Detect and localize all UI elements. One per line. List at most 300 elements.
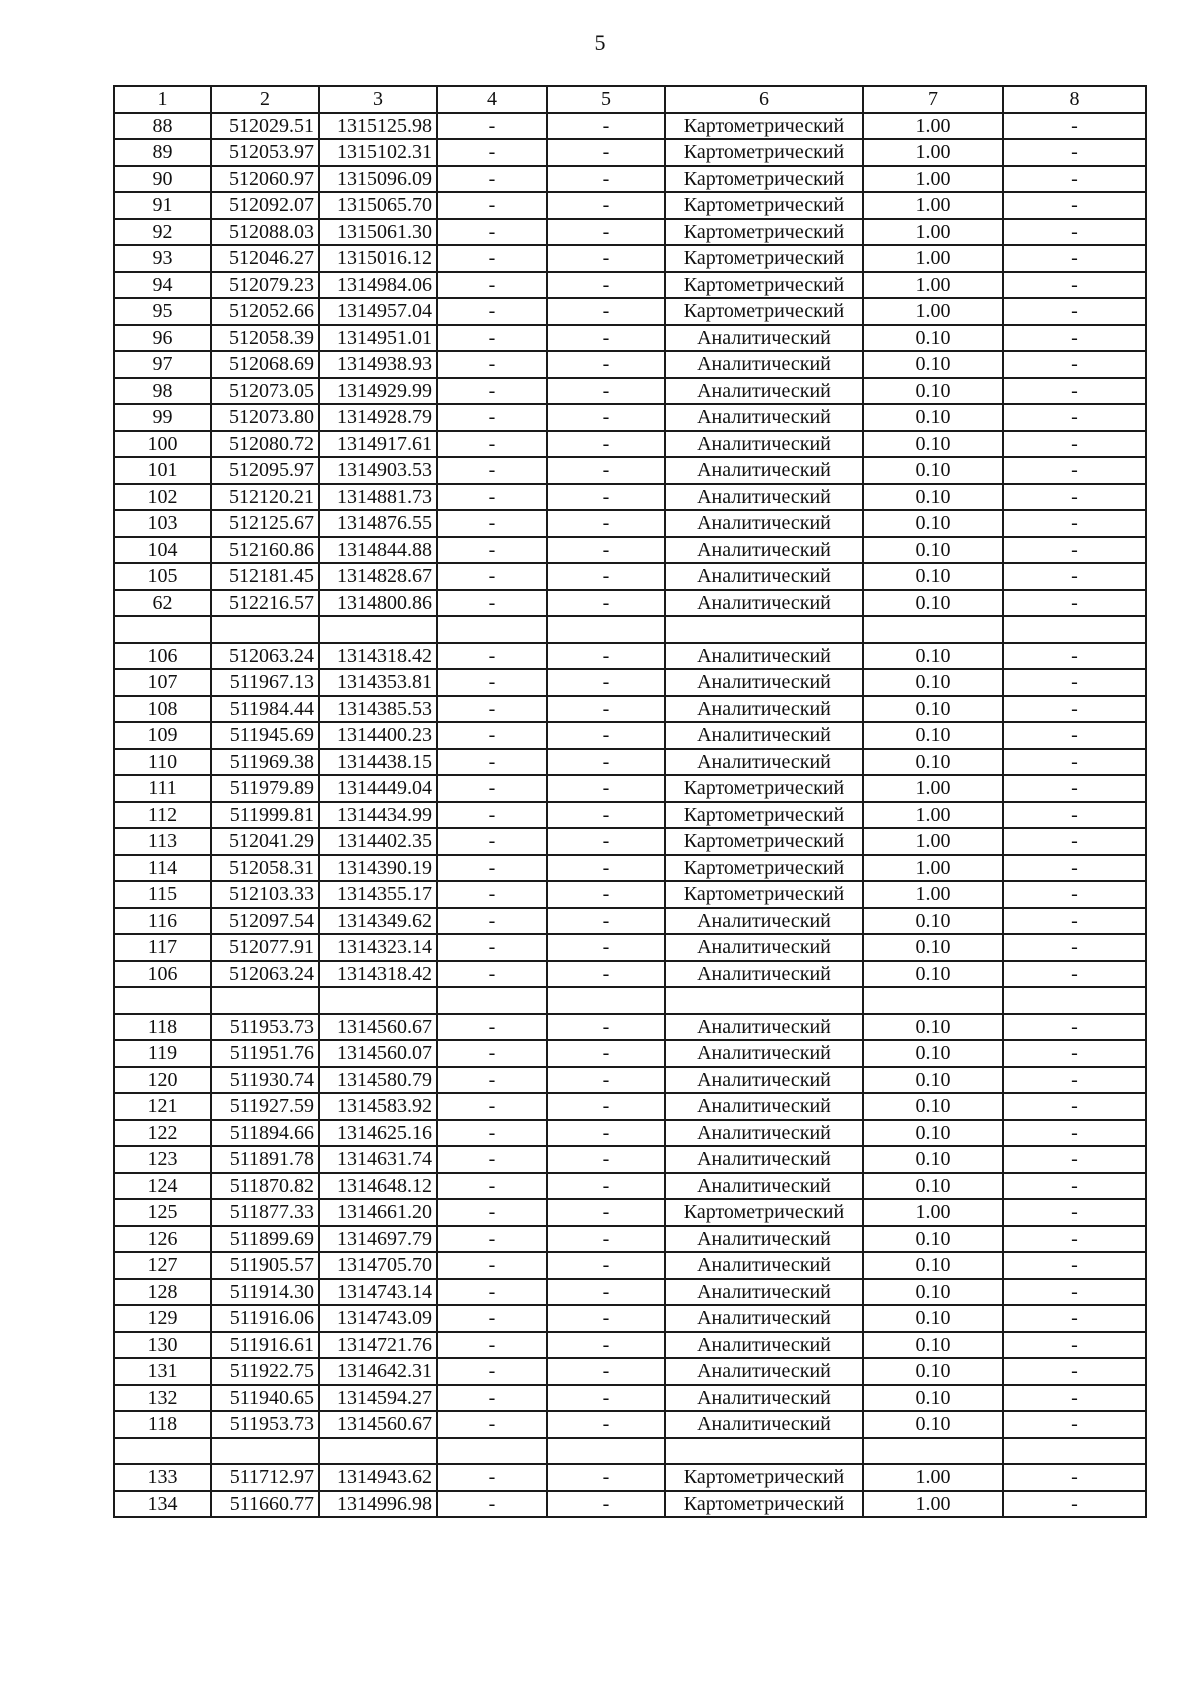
column-4-cell: - <box>437 431 547 458</box>
accuracy-cell: 0.10 <box>863 325 1003 352</box>
point-number-cell: 98 <box>114 378 211 405</box>
accuracy-cell: 0.10 <box>863 378 1003 405</box>
method-cell: Аналитический <box>665 643 863 670</box>
accuracy-cell: 1.00 <box>863 166 1003 193</box>
point-number-cell: 114 <box>114 855 211 882</box>
accuracy-cell <box>863 1438 1003 1465</box>
column-4-cell: - <box>437 537 547 564</box>
column-5-cell <box>547 616 665 643</box>
y-coordinate-cell: 1314631.74 <box>319 1146 437 1173</box>
table-row <box>114 855 1146 882</box>
point-number-cell: 123 <box>114 1146 211 1173</box>
x-coordinate-cell <box>211 1438 319 1465</box>
point-number-cell: 116 <box>114 908 211 935</box>
table-row <box>114 722 1146 749</box>
column-5-cell: - <box>547 1199 665 1226</box>
method-cell: Аналитический <box>665 1332 863 1359</box>
x-coordinate-cell: 512088.03 <box>211 219 319 246</box>
accuracy-cell: 0.10 <box>863 749 1003 776</box>
column-4-cell: - <box>437 961 547 988</box>
column-5-cell: - <box>547 749 665 776</box>
point-number-cell: 108 <box>114 696 211 723</box>
column-8-cell: - <box>1003 192 1146 219</box>
column-4-cell: - <box>437 378 547 405</box>
column-4-cell: - <box>437 855 547 882</box>
accuracy-cell: 1.00 <box>863 219 1003 246</box>
column-4-cell: - <box>437 802 547 829</box>
accuracy-cell: 0.10 <box>863 1040 1003 1067</box>
point-number-cell: 134 <box>114 1491 211 1518</box>
column-8-cell: - <box>1003 1199 1146 1226</box>
y-coordinate-cell: 1314583.92 <box>319 1093 437 1120</box>
point-number-cell: 128 <box>114 1279 211 1306</box>
table-row <box>114 298 1146 325</box>
accuracy-cell: 1.00 <box>863 855 1003 882</box>
table-row <box>114 272 1146 299</box>
accuracy-cell: 0.10 <box>863 1358 1003 1385</box>
column-4-cell: - <box>437 457 547 484</box>
column-4-cell: - <box>437 404 547 431</box>
column-4-cell: - <box>437 696 547 723</box>
point-number-cell: 122 <box>114 1120 211 1147</box>
point-number-cell: 109 <box>114 722 211 749</box>
y-coordinate-cell: 1315125.98 <box>319 113 437 140</box>
x-coordinate-cell: 511953.73 <box>211 1014 319 1041</box>
method-cell: Аналитический <box>665 325 863 352</box>
x-coordinate-cell: 511984.44 <box>211 696 319 723</box>
x-coordinate-cell: 511979.89 <box>211 775 319 802</box>
method-cell: Аналитический <box>665 1385 863 1412</box>
method-cell: Аналитический <box>665 378 863 405</box>
table-row <box>114 378 1146 405</box>
x-coordinate-cell: 511660.77 <box>211 1491 319 1518</box>
accuracy-cell: 0.10 <box>863 1226 1003 1253</box>
column-8-cell <box>1003 1438 1146 1465</box>
accuracy-cell: 1.00 <box>863 828 1003 855</box>
x-coordinate-cell <box>211 987 319 1014</box>
table-row <box>114 987 1146 1014</box>
column-5-cell: - <box>547 881 665 908</box>
accuracy-cell: 0.10 <box>863 1093 1003 1120</box>
x-coordinate-cell: 512063.24 <box>211 961 319 988</box>
y-coordinate-cell: 1314881.73 <box>319 484 437 511</box>
y-coordinate-cell: 1314743.14 <box>319 1279 437 1306</box>
column-5-cell: - <box>547 961 665 988</box>
y-coordinate-cell: 1314580.79 <box>319 1067 437 1094</box>
accuracy-cell: 0.10 <box>863 1411 1003 1438</box>
column-4-cell: - <box>437 484 547 511</box>
point-number-cell: 120 <box>114 1067 211 1094</box>
table-row <box>114 325 1146 352</box>
x-coordinate-cell: 511940.65 <box>211 1385 319 1412</box>
point-number-cell: 96 <box>114 325 211 352</box>
point-number-cell: 91 <box>114 192 211 219</box>
accuracy-cell: 0.10 <box>863 484 1003 511</box>
column-header: 1 <box>114 86 211 113</box>
point-number-cell: 101 <box>114 457 211 484</box>
table-row <box>114 1120 1146 1147</box>
column-8-cell: - <box>1003 855 1146 882</box>
method-cell: Аналитический <box>665 1173 863 1200</box>
method-cell: Картометрический <box>665 245 863 272</box>
column-header: 8 <box>1003 86 1146 113</box>
column-4-cell: - <box>437 881 547 908</box>
method-cell: Картометрический <box>665 166 863 193</box>
column-8-cell: - <box>1003 1464 1146 1491</box>
y-coordinate-cell: 1314323.14 <box>319 934 437 961</box>
point-number-cell: 89 <box>114 139 211 166</box>
point-number-cell: 88 <box>114 113 211 140</box>
column-4-cell: - <box>437 1305 547 1332</box>
table-header-row <box>114 86 1146 113</box>
method-cell: Аналитический <box>665 1358 863 1385</box>
column-5-cell: - <box>547 1014 665 1041</box>
column-5-cell: - <box>547 484 665 511</box>
x-coordinate-cell: 512079.23 <box>211 272 319 299</box>
column-5-cell: - <box>547 1491 665 1518</box>
y-coordinate-cell: 1314800.86 <box>319 590 437 617</box>
x-coordinate-cell: 512052.66 <box>211 298 319 325</box>
column-5-cell: - <box>547 166 665 193</box>
point-number-cell <box>114 1438 211 1465</box>
table-row <box>114 1279 1146 1306</box>
y-coordinate-cell: 1314943.62 <box>319 1464 437 1491</box>
method-cell: Аналитический <box>665 484 863 511</box>
column-5-cell: - <box>547 1279 665 1306</box>
point-number-cell <box>114 616 211 643</box>
table-row <box>114 696 1146 723</box>
column-4-cell: - <box>437 139 547 166</box>
method-cell: Аналитический <box>665 563 863 590</box>
x-coordinate-cell: 511894.66 <box>211 1120 319 1147</box>
y-coordinate-cell: 1315061.30 <box>319 219 437 246</box>
column-8-cell: - <box>1003 325 1146 352</box>
column-5-cell: - <box>547 1385 665 1412</box>
column-4-cell: - <box>437 1146 547 1173</box>
accuracy-cell: 0.10 <box>863 457 1003 484</box>
table-row <box>114 1093 1146 1120</box>
table-row <box>114 219 1146 246</box>
y-coordinate-cell: 1314449.04 <box>319 775 437 802</box>
y-coordinate-cell: 1314434.99 <box>319 802 437 829</box>
accuracy-cell: 1.00 <box>863 192 1003 219</box>
column-8-cell: - <box>1003 908 1146 935</box>
method-cell: Картометрический <box>665 802 863 829</box>
y-coordinate-cell: 1314402.35 <box>319 828 437 855</box>
column-5-cell: - <box>547 1146 665 1173</box>
column-5-cell: - <box>547 431 665 458</box>
x-coordinate-cell: 511899.69 <box>211 1226 319 1253</box>
y-coordinate-cell <box>319 1438 437 1465</box>
x-coordinate-cell: 512103.33 <box>211 881 319 908</box>
column-5-cell: - <box>547 802 665 829</box>
column-4-cell: - <box>437 1279 547 1306</box>
column-4-cell: - <box>437 828 547 855</box>
table-body <box>114 113 1146 1518</box>
column-8-cell: - <box>1003 1014 1146 1041</box>
accuracy-cell: 0.10 <box>863 510 1003 537</box>
method-cell: Аналитический <box>665 1014 863 1041</box>
accuracy-cell: 1.00 <box>863 298 1003 325</box>
accuracy-cell: 0.10 <box>863 908 1003 935</box>
column-4-cell: - <box>437 1385 547 1412</box>
point-number-cell: 104 <box>114 537 211 564</box>
column-8-cell: - <box>1003 828 1146 855</box>
method-cell: Картометрический <box>665 113 863 140</box>
accuracy-cell: 0.10 <box>863 1173 1003 1200</box>
accuracy-cell: 0.10 <box>863 961 1003 988</box>
x-coordinate-cell: 512073.05 <box>211 378 319 405</box>
x-coordinate-cell: 512120.21 <box>211 484 319 511</box>
x-coordinate-cell: 511945.69 <box>211 722 319 749</box>
column-8-cell: - <box>1003 1067 1146 1094</box>
column-4-cell: - <box>437 113 547 140</box>
table-row <box>114 431 1146 458</box>
y-coordinate-cell: 1314705.70 <box>319 1252 437 1279</box>
column-4-cell: - <box>437 1332 547 1359</box>
accuracy-cell: 0.10 <box>863 563 1003 590</box>
y-coordinate-cell: 1314743.09 <box>319 1305 437 1332</box>
method-cell: Аналитический <box>665 404 863 431</box>
accuracy-cell: 0.10 <box>863 1014 1003 1041</box>
accuracy-cell: 1.00 <box>863 139 1003 166</box>
table-row <box>114 828 1146 855</box>
column-8-cell: - <box>1003 113 1146 140</box>
column-5-cell: - <box>547 855 665 882</box>
column-8-cell: - <box>1003 881 1146 908</box>
y-coordinate-cell: 1314721.76 <box>319 1332 437 1359</box>
column-5-cell: - <box>547 139 665 166</box>
x-coordinate-cell: 512041.29 <box>211 828 319 855</box>
table-row <box>114 1438 1146 1465</box>
y-coordinate-cell: 1314984.06 <box>319 272 437 299</box>
column-4-cell: - <box>437 1358 547 1385</box>
method-cell: Аналитический <box>665 934 863 961</box>
method-cell: Аналитический <box>665 908 863 935</box>
point-number-cell: 127 <box>114 1252 211 1279</box>
column-8-cell: - <box>1003 669 1146 696</box>
point-number-cell: 107 <box>114 669 211 696</box>
table-row <box>114 166 1146 193</box>
column-5-cell: - <box>547 669 665 696</box>
table-row <box>114 1385 1146 1412</box>
method-cell <box>665 616 863 643</box>
point-number-cell: 125 <box>114 1199 211 1226</box>
table-row <box>114 1040 1146 1067</box>
column-4-cell: - <box>437 563 547 590</box>
x-coordinate-cell: 511927.59 <box>211 1093 319 1120</box>
accuracy-cell: 1.00 <box>863 272 1003 299</box>
point-number-cell: 97 <box>114 351 211 378</box>
x-coordinate-cell: 511953.73 <box>211 1411 319 1438</box>
column-8-cell <box>1003 616 1146 643</box>
method-cell: Картометрический <box>665 775 863 802</box>
column-5-cell: - <box>547 1067 665 1094</box>
table-row <box>114 881 1146 908</box>
point-number-cell: 129 <box>114 1305 211 1332</box>
accuracy-cell: 0.10 <box>863 1279 1003 1306</box>
point-number-cell: 93 <box>114 245 211 272</box>
method-cell <box>665 1438 863 1465</box>
column-5-cell: - <box>547 510 665 537</box>
table-row <box>114 616 1146 643</box>
method-cell: Аналитический <box>665 669 863 696</box>
column-4-cell: - <box>437 775 547 802</box>
column-8-cell: - <box>1003 245 1146 272</box>
point-number-cell: 92 <box>114 219 211 246</box>
method-cell: Картометрический <box>665 192 863 219</box>
method-cell: Аналитический <box>665 431 863 458</box>
column-5-cell: - <box>547 1226 665 1253</box>
table-row <box>114 1067 1146 1094</box>
accuracy-cell: 0.10 <box>863 722 1003 749</box>
x-coordinate-cell: 512080.72 <box>211 431 319 458</box>
y-coordinate-cell: 1314318.42 <box>319 643 437 670</box>
column-5-cell: - <box>547 457 665 484</box>
x-coordinate-cell <box>211 616 319 643</box>
method-cell: Аналитический <box>665 510 863 537</box>
accuracy-cell: 0.10 <box>863 934 1003 961</box>
column-8-cell: - <box>1003 431 1146 458</box>
column-4-cell: - <box>437 908 547 935</box>
column-5-cell: - <box>547 934 665 961</box>
x-coordinate-cell: 512060.97 <box>211 166 319 193</box>
column-4-cell: - <box>437 245 547 272</box>
column-8-cell: - <box>1003 1358 1146 1385</box>
y-coordinate-cell: 1314928.79 <box>319 404 437 431</box>
x-coordinate-cell: 512077.91 <box>211 934 319 961</box>
y-coordinate-cell: 1315016.12 <box>319 245 437 272</box>
y-coordinate-cell: 1314390.19 <box>319 855 437 882</box>
accuracy-cell: 0.10 <box>863 669 1003 696</box>
column-8-cell: - <box>1003 749 1146 776</box>
x-coordinate-cell: 511905.57 <box>211 1252 319 1279</box>
table-row <box>114 802 1146 829</box>
table-row <box>114 563 1146 590</box>
x-coordinate-cell: 511969.38 <box>211 749 319 776</box>
table-row <box>114 643 1146 670</box>
table-row <box>114 351 1146 378</box>
x-coordinate-cell: 511930.74 <box>211 1067 319 1094</box>
method-cell: Картометрический <box>665 881 863 908</box>
method-cell: Аналитический <box>665 1279 863 1306</box>
column-4-cell: - <box>437 166 547 193</box>
column-8-cell: - <box>1003 484 1146 511</box>
method-cell: Картометрический <box>665 1199 863 1226</box>
column-5-cell: - <box>547 775 665 802</box>
column-8-cell <box>1003 987 1146 1014</box>
column-5-cell: - <box>547 351 665 378</box>
point-number-cell: 119 <box>114 1040 211 1067</box>
method-cell: Аналитический <box>665 1093 863 1120</box>
column-4-cell: - <box>437 749 547 776</box>
column-4-cell: - <box>437 325 547 352</box>
point-number-cell: 106 <box>114 643 211 670</box>
accuracy-cell: 0.10 <box>863 590 1003 617</box>
method-cell: Картометрический <box>665 139 863 166</box>
accuracy-cell: 0.10 <box>863 1067 1003 1094</box>
table-row <box>114 961 1146 988</box>
column-8-cell: - <box>1003 1146 1146 1173</box>
table-row <box>114 1014 1146 1041</box>
y-coordinate-cell: 1315096.09 <box>319 166 437 193</box>
column-5-cell: - <box>547 1411 665 1438</box>
point-number-cell: 133 <box>114 1464 211 1491</box>
table-row <box>114 1491 1146 1518</box>
table-row <box>114 1146 1146 1173</box>
x-coordinate-cell: 511951.76 <box>211 1040 319 1067</box>
table-row <box>114 908 1146 935</box>
method-cell: Картометрический <box>665 298 863 325</box>
y-coordinate-cell: 1314957.04 <box>319 298 437 325</box>
column-4-cell: - <box>437 1014 547 1041</box>
method-cell: Аналитический <box>665 1252 863 1279</box>
column-8-cell: - <box>1003 1252 1146 1279</box>
column-4-cell: - <box>437 1120 547 1147</box>
x-coordinate-cell: 512029.51 <box>211 113 319 140</box>
column-4-cell: - <box>437 1226 547 1253</box>
method-cell: Аналитический <box>665 749 863 776</box>
column-8-cell: - <box>1003 537 1146 564</box>
x-coordinate-cell: 512053.97 <box>211 139 319 166</box>
x-coordinate-cell: 511922.75 <box>211 1358 319 1385</box>
accuracy-cell: 1.00 <box>863 1464 1003 1491</box>
column-4-cell <box>437 616 547 643</box>
method-cell: Аналитический <box>665 1040 863 1067</box>
point-number-cell: 62 <box>114 590 211 617</box>
point-number-cell: 115 <box>114 881 211 908</box>
table-row <box>114 749 1146 776</box>
column-8-cell: - <box>1003 722 1146 749</box>
point-number-cell: 117 <box>114 934 211 961</box>
column-header: 7 <box>863 86 1003 113</box>
y-coordinate-cell: 1314938.93 <box>319 351 437 378</box>
y-coordinate-cell <box>319 987 437 1014</box>
method-cell: Картометрический <box>665 272 863 299</box>
method-cell: Аналитический <box>665 1120 863 1147</box>
column-8-cell: - <box>1003 1491 1146 1518</box>
point-number-cell: 113 <box>114 828 211 855</box>
table-row <box>114 537 1146 564</box>
column-8-cell: - <box>1003 1385 1146 1412</box>
y-coordinate-cell: 1314951.01 <box>319 325 437 352</box>
y-coordinate-cell: 1314876.55 <box>319 510 437 537</box>
table-row <box>114 1411 1146 1438</box>
column-4-cell: - <box>437 1067 547 1094</box>
column-5-cell: - <box>547 1305 665 1332</box>
column-5-cell: - <box>547 696 665 723</box>
column-5-cell: - <box>547 192 665 219</box>
column-4-cell: - <box>437 1040 547 1067</box>
column-8-cell: - <box>1003 404 1146 431</box>
column-4-cell: - <box>437 643 547 670</box>
table-row <box>114 192 1146 219</box>
point-number-cell: 126 <box>114 1226 211 1253</box>
accuracy-cell: 1.00 <box>863 1491 1003 1518</box>
column-5-cell: - <box>547 590 665 617</box>
column-header: 4 <box>437 86 547 113</box>
method-cell: Аналитический <box>665 961 863 988</box>
column-5-cell: - <box>547 404 665 431</box>
point-number-cell: 105 <box>114 563 211 590</box>
column-5-cell: - <box>547 1093 665 1120</box>
accuracy-cell: 0.10 <box>863 537 1003 564</box>
column-8-cell: - <box>1003 643 1146 670</box>
column-8-cell: - <box>1003 457 1146 484</box>
column-8-cell: - <box>1003 351 1146 378</box>
point-number-cell: 94 <box>114 272 211 299</box>
method-cell: Аналитический <box>665 1146 863 1173</box>
